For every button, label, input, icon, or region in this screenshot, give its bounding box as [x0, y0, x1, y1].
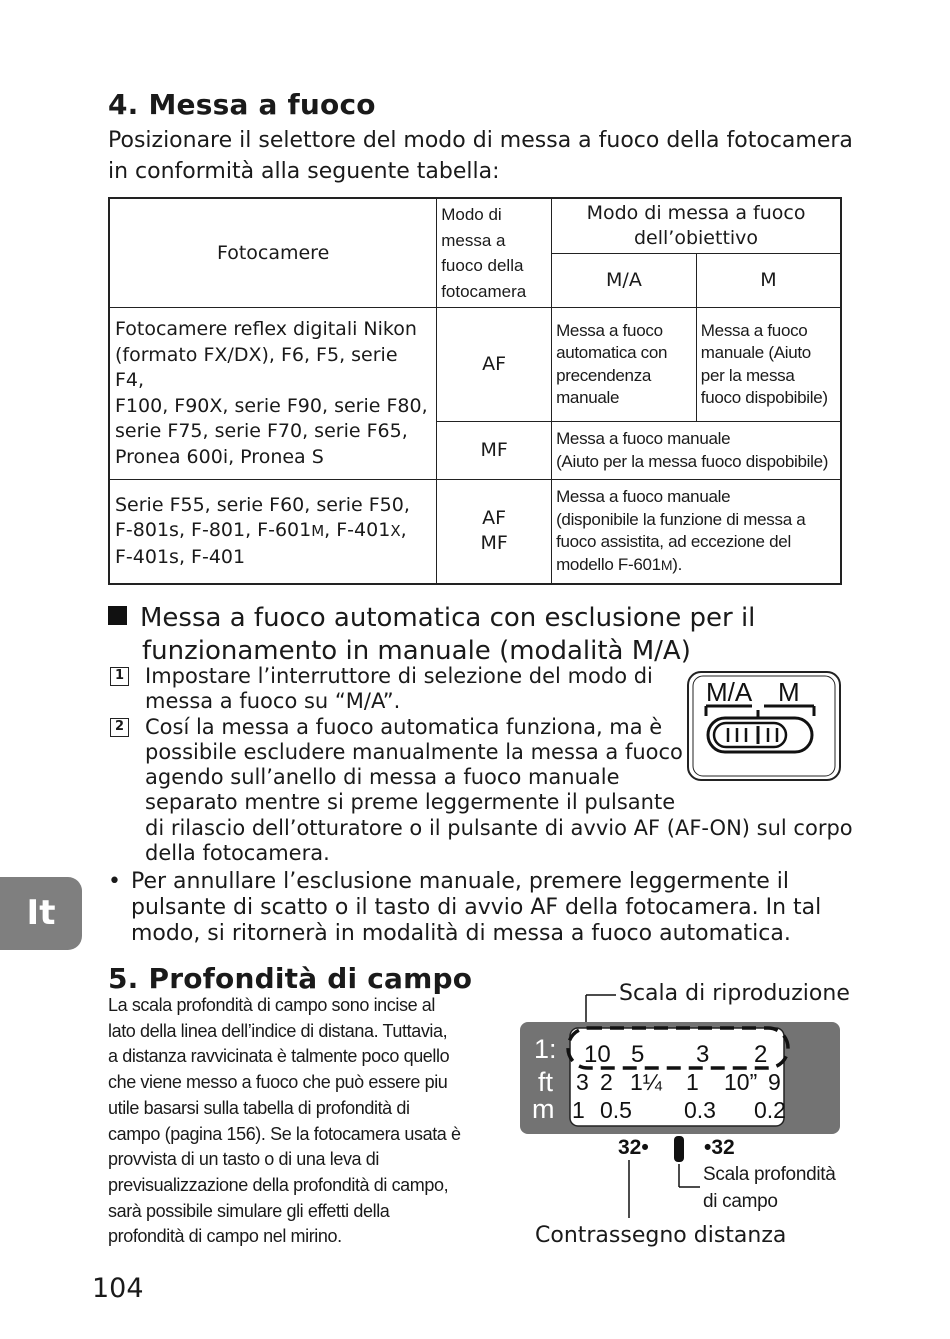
section-intro — [108, 125, 853, 187]
scale-ratio-3: 3 — [696, 1041, 710, 1068]
focus-mode-table — [108, 197, 842, 585]
scale-m-0-5: 0.5 — [600, 1097, 632, 1123]
scale-ft-1: 1 — [686, 1069, 699, 1095]
override-heading: Messa a fuoco automatica con esclusione per il funzionamento in manuale (modalità M/A) — [108, 602, 755, 668]
scale-ft-2: 2 — [600, 1069, 613, 1095]
step-2: 2 Cosí la messa a fuoco automatica funziona, ma è possibile escludere manualmente la messa a fuoco agendo sull’anello di messa a fuoco manuale separato mentre si preme leggermente il pulsante di rilascio dell’otturatore o il pulsante di avvio AF (AF-ON) sul corpo della fotocamera. — [108, 715, 853, 867]
table-cell-af-m: Messa a fuoco manuale (Aiuto per la messa fuoco dispobibile) — [696, 308, 841, 422]
scale-ft-3: 3 — [576, 1069, 589, 1095]
table-cell-af-ma: Messa a fuoco automatica con precendenza manuale — [552, 308, 697, 422]
scale-m-0-3: 0.3 — [684, 1097, 716, 1123]
note-bullet: • Per annullare l’esclusione manuale, premere leggermente il pulsante di scatto o il tasto di avvio AF della fotocamera. In tal modo, si ritornerà in modalità di messa a fuoco automatica. — [108, 869, 822, 946]
header-camera-mode: Modo di messa a fuoco della fotocamera — [437, 198, 552, 308]
intro-line: in conformità alla seguente tabella: — [108, 159, 500, 184]
header-m: M — [696, 253, 841, 307]
switch-label-m: M — [778, 677, 800, 707]
switch-label-ma: M/A — [706, 677, 753, 707]
step-1: 1 Impostare l’interruttore di selezione del modo di messa a fuoco su “M/A”. — [108, 664, 853, 715]
unit-ft: ft — [538, 1067, 554, 1097]
section-title-dof: 5. Profondità di campo — [108, 962, 473, 995]
scale-ratio-5: 5 — [631, 1041, 645, 1068]
header-lens-mode: Modo di messa a fuoco dell’obiettivo — [552, 198, 841, 253]
unit-m: m — [532, 1094, 555, 1124]
language-tab: It — [0, 877, 82, 950]
dof-mark-left: 32• — [618, 1136, 649, 1159]
header-ma: M/A — [552, 253, 697, 307]
table-cell-af: AF — [437, 308, 552, 422]
scale-ratio-10: 10 — [584, 1041, 611, 1068]
focus-mode-switch-illustration — [684, 668, 844, 784]
label-distance-mark: Contrassegno distanza — [535, 1223, 787, 1248]
scale-ft-10in: 10” — [724, 1069, 758, 1095]
step-number: 2 — [110, 718, 129, 737]
page-number: 104 — [92, 1273, 144, 1304]
scale-m-1: 1 — [572, 1097, 585, 1123]
table-cell-af-mf: AF MF — [437, 480, 552, 584]
table-cell-row2-text: Messa a fuoco manuale (disponibile la funzione di messa a fuoco assistita, ad eccezione del modello F-601M). — [552, 480, 841, 584]
distance-index-mark — [674, 1136, 684, 1162]
table-cell-mf-text: Messa a fuoco manuale (Aiuto per la messa fuoco dispobibile) — [552, 422, 841, 480]
scale-ft-1-25: 1¼ — [630, 1069, 662, 1095]
dof-body: La scala profondità di campo sono incise al lato della linea dell’indice di distana. Tuttavia, a distanza ravvicinata è talmente poco quello che viene messo a fuoco che può essere piu utile basarsi sulla tabella di profondità di campo (pagina 156). Se la fotocamera usata è provvista di un tasto o di una leva di previsualizzazione della profondità di campo, sarà possibile simulare gli effetti della profondità di campo nel mirino. — [108, 995, 461, 1247]
unit-ratio: 1: — [534, 1034, 557, 1064]
header-cameras: Fotocamere — [109, 198, 437, 308]
table-cell-cameras: Fotocamere reflex digitali Nikon (formato FX/DX), F6, F5, serie F4, F100, F90X, serie F90, serie F80, serie F75, serie F70, serie F65, Pronea 600i, Pronea S — [109, 308, 437, 480]
square-bullet-icon — [108, 606, 127, 625]
label-reproduction-scale: Scala di riproduzione — [619, 981, 850, 1006]
step-number: 1 — [110, 667, 129, 686]
scale-ft-9in: 9 — [768, 1069, 781, 1095]
table-cell-cameras-2: Serie F55, serie F60, serie F50, F-801s, F-801, F-601M, F-401X, F-401s, F-401 — [109, 480, 437, 584]
dof-mark-right: •32 — [704, 1136, 735, 1159]
label-dof-scale: Scala profondità di campo — [703, 1164, 836, 1212]
table-cell-mf: MF — [437, 422, 552, 480]
section-title: 4. Messa a fuoco — [108, 88, 376, 121]
scale-ratio-2: 2 — [754, 1041, 768, 1068]
intro-line: Posizionare il selettore del modo di messa a fuoco della fotocamera — [108, 128, 853, 153]
scale-m-0-2: 0.2 — [754, 1097, 786, 1123]
